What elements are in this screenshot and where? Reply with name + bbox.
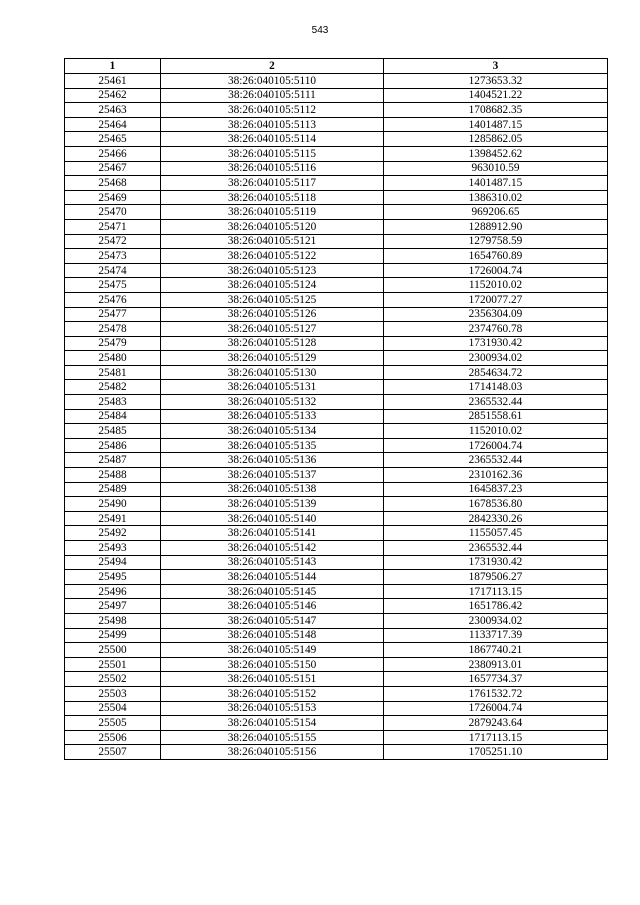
cadastral-number-cell: 38:26:040105:5116 bbox=[161, 161, 384, 176]
value-cell: 1645837.23 bbox=[384, 482, 608, 497]
cadastral-number-cell: 38:26:040105:5111 bbox=[161, 88, 384, 103]
row-number-cell: 25468 bbox=[65, 176, 161, 191]
value-cell: 2365532.44 bbox=[384, 395, 608, 410]
row-number-cell: 25473 bbox=[65, 249, 161, 264]
table-row bbox=[65, 351, 608, 366]
row-number-cell: 25461 bbox=[65, 74, 161, 89]
value-cell: 2854634.72 bbox=[384, 365, 608, 380]
cadastral-number-cell: 38:26:040105:5144 bbox=[161, 570, 384, 585]
table-row bbox=[65, 205, 608, 220]
row-number-cell: 25489 bbox=[65, 482, 161, 497]
value-cell: 1155057.45 bbox=[384, 526, 608, 541]
table-header bbox=[65, 59, 608, 74]
value-cell: 1386310.02 bbox=[384, 190, 608, 205]
value-cell: 1731930.42 bbox=[384, 336, 608, 351]
table-row bbox=[65, 322, 608, 337]
table-row bbox=[65, 570, 608, 585]
value-cell: 969206.65 bbox=[384, 205, 608, 220]
table-row bbox=[65, 395, 608, 410]
value-cell: 2374760.78 bbox=[384, 322, 608, 337]
table-row bbox=[65, 672, 608, 687]
value-cell: 1714148.03 bbox=[384, 380, 608, 395]
cadastral-number-cell: 38:26:040105:5138 bbox=[161, 482, 384, 497]
table-row bbox=[65, 701, 608, 716]
cadastral-number-cell: 38:26:040105:5148 bbox=[161, 628, 384, 643]
table-body bbox=[65, 74, 608, 760]
cadastral-number-cell: 38:26:040105:5120 bbox=[161, 219, 384, 234]
row-number-cell: 25491 bbox=[65, 511, 161, 526]
row-number-cell: 25494 bbox=[65, 555, 161, 570]
table-row bbox=[65, 219, 608, 234]
cadastral-number-cell: 38:26:040105:5146 bbox=[161, 599, 384, 614]
table-row bbox=[65, 307, 608, 322]
row-number-cell: 25477 bbox=[65, 307, 161, 322]
row-number-cell: 25488 bbox=[65, 468, 161, 483]
row-number-cell: 25476 bbox=[65, 292, 161, 307]
row-number-cell: 25506 bbox=[65, 730, 161, 745]
table-row bbox=[65, 132, 608, 147]
column-header-2: 2 bbox=[161, 59, 384, 74]
table-row bbox=[65, 409, 608, 424]
value-cell: 1726004.74 bbox=[384, 438, 608, 453]
table-row bbox=[65, 365, 608, 380]
row-number-cell: 25498 bbox=[65, 613, 161, 628]
row-number-cell: 25487 bbox=[65, 453, 161, 468]
cadastral-number-cell: 38:26:040105:5118 bbox=[161, 190, 384, 205]
value-cell: 1288912.90 bbox=[384, 219, 608, 234]
row-number-cell: 25485 bbox=[65, 424, 161, 439]
value-cell: 1273653.32 bbox=[384, 74, 608, 89]
cadastral-number-cell: 38:26:040105:5141 bbox=[161, 526, 384, 541]
value-cell: 1651786.42 bbox=[384, 599, 608, 614]
value-cell: 1279758.59 bbox=[384, 234, 608, 249]
row-number-cell: 25483 bbox=[65, 395, 161, 410]
cadastral-number-cell: 38:26:040105:5114 bbox=[161, 132, 384, 147]
cadastral-number-cell: 38:26:040105:5152 bbox=[161, 686, 384, 701]
table-row bbox=[65, 657, 608, 672]
row-number-cell: 25467 bbox=[65, 161, 161, 176]
row-number-cell: 25492 bbox=[65, 526, 161, 541]
cadastral-number-cell: 38:26:040105:5135 bbox=[161, 438, 384, 453]
table-row bbox=[65, 292, 608, 307]
value-cell: 2851558.61 bbox=[384, 409, 608, 424]
row-number-cell: 25504 bbox=[65, 701, 161, 716]
value-cell: 1152010.02 bbox=[384, 278, 608, 293]
table-row bbox=[65, 336, 608, 351]
table-row bbox=[65, 249, 608, 264]
value-cell: 1879506.27 bbox=[384, 570, 608, 585]
cadastral-number-cell: 38:26:040105:5133 bbox=[161, 409, 384, 424]
cadastral-number-cell: 38:26:040105:5126 bbox=[161, 307, 384, 322]
row-number-cell: 25493 bbox=[65, 541, 161, 556]
value-cell: 1705251.10 bbox=[384, 745, 608, 760]
cadastral-number-cell: 38:26:040105:5110 bbox=[161, 74, 384, 89]
cadastral-number-cell: 38:26:040105:5140 bbox=[161, 511, 384, 526]
value-cell: 1708682.35 bbox=[384, 103, 608, 118]
cadastral-number-cell: 38:26:040105:5124 bbox=[161, 278, 384, 293]
table-row bbox=[65, 380, 608, 395]
row-number-cell: 25502 bbox=[65, 672, 161, 687]
value-cell: 1717113.15 bbox=[384, 584, 608, 599]
cadastral-number-cell: 38:26:040105:5125 bbox=[161, 292, 384, 307]
row-number-cell: 25500 bbox=[65, 643, 161, 658]
row-number-cell: 25466 bbox=[65, 146, 161, 161]
row-number-cell: 25501 bbox=[65, 657, 161, 672]
row-number-cell: 25478 bbox=[65, 322, 161, 337]
table-row bbox=[65, 541, 608, 556]
table-row bbox=[65, 482, 608, 497]
row-number-cell: 25505 bbox=[65, 716, 161, 731]
cadastral-number-cell: 38:26:040105:5149 bbox=[161, 643, 384, 658]
value-cell: 1657734.37 bbox=[384, 672, 608, 687]
cadastral-number-cell: 38:26:040105:5134 bbox=[161, 424, 384, 439]
cadastral-number-cell: 38:26:040105:5117 bbox=[161, 176, 384, 191]
value-cell: 2300934.02 bbox=[384, 613, 608, 628]
value-cell: 1678536.80 bbox=[384, 497, 608, 512]
value-cell: 1731930.42 bbox=[384, 555, 608, 570]
row-number-cell: 25479 bbox=[65, 336, 161, 351]
cadastral-number-cell: 38:26:040105:5130 bbox=[161, 365, 384, 380]
row-number-cell: 25469 bbox=[65, 190, 161, 205]
value-cell: 2380913.01 bbox=[384, 657, 608, 672]
table-row bbox=[65, 468, 608, 483]
cadastral-number-cell: 38:26:040105:5122 bbox=[161, 249, 384, 264]
row-number-cell: 25507 bbox=[65, 745, 161, 760]
cadastral-number-cell: 38:26:040105:5121 bbox=[161, 234, 384, 249]
row-number-cell: 25475 bbox=[65, 278, 161, 293]
table-row bbox=[65, 176, 608, 191]
value-cell: 2879243.64 bbox=[384, 716, 608, 731]
cadastral-number-cell: 38:26:040105:5119 bbox=[161, 205, 384, 220]
row-number-cell: 25503 bbox=[65, 686, 161, 701]
table-row bbox=[65, 686, 608, 701]
data-table bbox=[64, 58, 608, 760]
value-cell: 963010.59 bbox=[384, 161, 608, 176]
cadastral-number-cell: 38:26:040105:5137 bbox=[161, 468, 384, 483]
value-cell: 1401487.15 bbox=[384, 117, 608, 132]
column-header-3: 3 bbox=[384, 59, 608, 74]
row-number-cell: 25463 bbox=[65, 103, 161, 118]
table-row bbox=[65, 730, 608, 745]
table-row bbox=[65, 497, 608, 512]
cadastral-number-cell: 38:26:040105:5113 bbox=[161, 117, 384, 132]
value-cell: 1720077.27 bbox=[384, 292, 608, 307]
row-number-cell: 25471 bbox=[65, 219, 161, 234]
table-row bbox=[65, 103, 608, 118]
row-number-cell: 25470 bbox=[65, 205, 161, 220]
value-cell: 2365532.44 bbox=[384, 541, 608, 556]
table-row bbox=[65, 555, 608, 570]
cadastral-number-cell: 38:26:040105:5129 bbox=[161, 351, 384, 366]
table-row bbox=[65, 190, 608, 205]
value-cell: 1285862.05 bbox=[384, 132, 608, 147]
value-cell: 1152010.02 bbox=[384, 424, 608, 439]
cadastral-number-cell: 38:26:040105:5150 bbox=[161, 657, 384, 672]
value-cell: 2842330.26 bbox=[384, 511, 608, 526]
table-row bbox=[65, 745, 608, 760]
value-cell: 2365532.44 bbox=[384, 453, 608, 468]
table-row bbox=[65, 613, 608, 628]
table-row bbox=[65, 438, 608, 453]
cadastral-number-cell: 38:26:040105:5154 bbox=[161, 716, 384, 731]
header-row bbox=[65, 59, 608, 74]
table-row bbox=[65, 599, 608, 614]
table-row bbox=[65, 234, 608, 249]
row-number-cell: 25499 bbox=[65, 628, 161, 643]
row-number-cell: 25462 bbox=[65, 88, 161, 103]
row-number-cell: 25482 bbox=[65, 380, 161, 395]
row-number-cell: 25497 bbox=[65, 599, 161, 614]
value-cell: 1867740.21 bbox=[384, 643, 608, 658]
table-row bbox=[65, 117, 608, 132]
cadastral-number-cell: 38:26:040105:5115 bbox=[161, 146, 384, 161]
value-cell: 1726004.74 bbox=[384, 263, 608, 278]
table-row bbox=[65, 628, 608, 643]
value-cell: 2356304.09 bbox=[384, 307, 608, 322]
cadastral-number-cell: 38:26:040105:5139 bbox=[161, 497, 384, 512]
table-row bbox=[65, 643, 608, 658]
table-row bbox=[65, 161, 608, 176]
value-cell: 1133717.39 bbox=[384, 628, 608, 643]
table-row bbox=[65, 716, 608, 731]
row-number-cell: 25474 bbox=[65, 263, 161, 278]
table-row bbox=[65, 263, 608, 278]
cadastral-number-cell: 38:26:040105:5136 bbox=[161, 453, 384, 468]
cadastral-number-cell: 38:26:040105:5128 bbox=[161, 336, 384, 351]
row-number-cell: 25490 bbox=[65, 497, 161, 512]
table-row bbox=[65, 74, 608, 89]
value-cell: 1401487.15 bbox=[384, 176, 608, 191]
row-number-cell: 25472 bbox=[65, 234, 161, 249]
value-cell: 2310162.36 bbox=[384, 468, 608, 483]
column-header-1: 1 bbox=[65, 59, 161, 74]
row-number-cell: 25464 bbox=[65, 117, 161, 132]
cadastral-number-cell: 38:26:040105:5131 bbox=[161, 380, 384, 395]
cadastral-number-cell: 38:26:040105:5147 bbox=[161, 613, 384, 628]
value-cell: 1404521.22 bbox=[384, 88, 608, 103]
table-row bbox=[65, 511, 608, 526]
row-number-cell: 25481 bbox=[65, 365, 161, 380]
value-cell: 1398452.62 bbox=[384, 146, 608, 161]
table-row bbox=[65, 526, 608, 541]
row-number-cell: 25480 bbox=[65, 351, 161, 366]
value-cell: 1761532.72 bbox=[384, 686, 608, 701]
table-row bbox=[65, 278, 608, 293]
cadastral-number-cell: 38:26:040105:5151 bbox=[161, 672, 384, 687]
table-row bbox=[65, 88, 608, 103]
value-cell: 1726004.74 bbox=[384, 701, 608, 716]
table-row bbox=[65, 453, 608, 468]
cadastral-number-cell: 38:26:040105:5153 bbox=[161, 701, 384, 716]
cadastral-number-cell: 38:26:040105:5142 bbox=[161, 541, 384, 556]
cadastral-number-cell: 38:26:040105:5123 bbox=[161, 263, 384, 278]
table-row bbox=[65, 584, 608, 599]
row-number-cell: 25465 bbox=[65, 132, 161, 147]
cadastral-number-cell: 38:26:040105:5143 bbox=[161, 555, 384, 570]
cadastral-number-cell: 38:26:040105:5112 bbox=[161, 103, 384, 118]
table-row bbox=[65, 146, 608, 161]
value-cell: 1717113.15 bbox=[384, 730, 608, 745]
cadastral-number-cell: 38:26:040105:5127 bbox=[161, 322, 384, 337]
cadastral-number-cell: 38:26:040105:5156 bbox=[161, 745, 384, 760]
cadastral-number-cell: 38:26:040105:5132 bbox=[161, 395, 384, 410]
row-number-cell: 25486 bbox=[65, 438, 161, 453]
page-number: 543 bbox=[311, 25, 329, 36]
value-cell: 1654760.89 bbox=[384, 249, 608, 264]
row-number-cell: 25484 bbox=[65, 409, 161, 424]
table-row bbox=[65, 424, 608, 439]
value-cell: 2300934.02 bbox=[384, 351, 608, 366]
cadastral-number-cell: 38:26:040105:5145 bbox=[161, 584, 384, 599]
row-number-cell: 25496 bbox=[65, 584, 161, 599]
cadastral-number-cell: 38:26:040105:5155 bbox=[161, 730, 384, 745]
row-number-cell: 25495 bbox=[65, 570, 161, 585]
